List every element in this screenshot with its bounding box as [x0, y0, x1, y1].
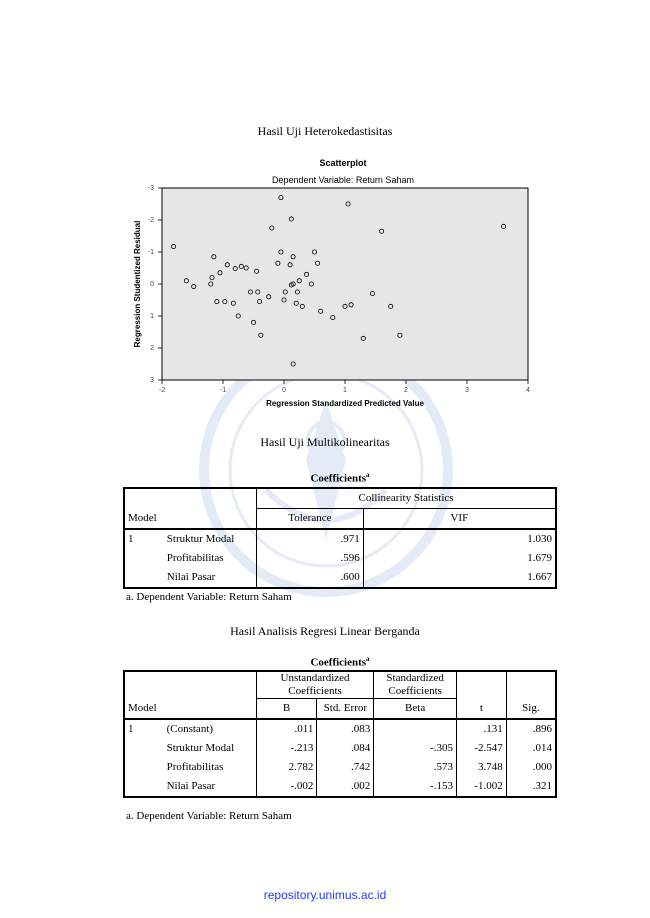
y-tick-label: 0 [150, 281, 154, 288]
table2-sig: .000 [506, 758, 556, 777]
table2-caption-text: Coefficients [310, 656, 367, 669]
table2-model-number: 1 [124, 719, 164, 739]
table2-std-header-line2: Coefficients [388, 685, 442, 697]
table2-model-header: Model [124, 699, 256, 720]
table1-col-tolerance: Tolerance [257, 509, 364, 530]
table1-col-vif: VIF [363, 509, 556, 530]
table1-vif: 1.030 [363, 529, 556, 549]
x-tick-label: 4 [526, 387, 530, 394]
y-tick-label: -2 [147, 217, 154, 224]
scatterplot-subtitle: Dependent Variable: Return Saham [272, 175, 414, 185]
table1-tolerance: .600 [257, 568, 364, 588]
table1-group-header: Collinearity Statistics [257, 488, 556, 509]
table2-t: 3.748 [457, 758, 507, 777]
y-tick-label: 1 [150, 313, 154, 320]
x-axis-label: Regression Standardized Predicted Value [266, 399, 424, 408]
table2-caption-mark: a [366, 655, 370, 663]
table2-b: .011 [256, 719, 317, 739]
table2-col-b: B [256, 699, 317, 720]
table1-caption-mark: a [366, 471, 370, 479]
table2-col-se: Std. Error [317, 699, 374, 720]
regression-coefficients-table [123, 670, 557, 798]
table2-sig: .896 [506, 719, 556, 739]
table1-model-header: Model [124, 509, 257, 530]
table1-tolerance: .971 [257, 529, 364, 549]
table2-beta: -.153 [374, 777, 457, 797]
table2-t: -2.547 [457, 739, 507, 758]
x-tick-label: 0 [282, 387, 286, 394]
table-row [124, 758, 556, 777]
table2-b: -.213 [256, 739, 317, 758]
table2-row-name: Struktur Modal [166, 742, 235, 754]
table2-col-t: t [457, 699, 507, 720]
table-row [124, 719, 556, 739]
table-row [124, 777, 556, 797]
table1-model-number: 1 [124, 529, 164, 549]
table1-row-name: Profitabilitas [166, 552, 224, 564]
table1-caption [124, 471, 556, 485]
scatterplot-title: Scatterplot [319, 158, 367, 168]
table2-caption [124, 655, 556, 669]
table1-blank-header [124, 488, 257, 509]
table2-row-name: Nilai Pasar [164, 777, 257, 797]
x-tick-label: 3 [465, 387, 469, 394]
table-row [124, 529, 556, 549]
section-title-multicollinearity: Hasil Uji Multikolinearitas [260, 435, 390, 449]
table2-beta [374, 719, 457, 739]
table1-row-name: Nilai Pasar [164, 568, 257, 588]
table2-se: .083 [317, 719, 374, 739]
table2-row-name: Profitabilitas [166, 761, 224, 773]
table2-col-sig: Sig. [506, 699, 556, 720]
table2-unstd-header [256, 671, 373, 699]
y-tick-label: -1 [147, 249, 154, 256]
table-row [124, 739, 556, 758]
table1-footnote: a. Dependent Variable: Return Saham [126, 591, 292, 603]
table2-std-header [374, 671, 457, 699]
x-tick-label: 2 [404, 387, 408, 394]
table-row [124, 568, 556, 588]
table1-vif: 1.667 [363, 568, 556, 588]
scatterplot-chart [120, 184, 540, 410]
table2-sig: .014 [506, 739, 556, 758]
table2-unstd-header-line2: Coefficients [288, 685, 342, 697]
table2-b: -.002 [256, 777, 317, 797]
x-tick-label: 1 [343, 387, 347, 394]
table2-unstd-header-line1: Unstandardized [280, 672, 350, 684]
section-title-regression: Hasil Analisis Regresi Linear Berganda [230, 624, 420, 638]
table1-tolerance: .596 [257, 549, 364, 568]
table2-se: .002 [317, 777, 374, 797]
table2-footnote: a. Dependent Variable: Return Saham [126, 810, 292, 822]
table2-se: .742 [317, 758, 374, 777]
section-title-heteroskedasticity: Hasil Uji Heterokedastisitas [257, 124, 393, 138]
table2-beta: -.305 [374, 739, 457, 758]
collinearity-table [123, 487, 557, 589]
table2-t: .131 [457, 719, 507, 739]
table2-se: .084 [317, 739, 374, 758]
table2-beta: .573 [374, 758, 457, 777]
table1-row-name: Struktur Modal [166, 533, 235, 545]
table1-vif: 1.679 [363, 549, 556, 568]
y-tick-label: 3 [150, 377, 154, 384]
y-tick-label: -3 [147, 185, 154, 192]
table2-col-beta: Beta [374, 699, 457, 720]
y-axis-label: Regression Studentized Residual [133, 220, 142, 348]
repository-footer-link[interactable]: repository.unimus.ac.id [263, 888, 387, 902]
table2-sig: .321 [506, 777, 556, 797]
x-tick-label: -1 [219, 387, 227, 394]
table1-caption-text: Coefficients [310, 472, 367, 485]
table2-row-name: (Constant) [166, 723, 214, 735]
y-tick-label: 2 [150, 345, 154, 352]
x-tick-label: -2 [158, 387, 166, 394]
table2-std-header-line1: Standardized [386, 672, 444, 684]
table2-b: 2.782 [256, 758, 317, 777]
table2-t: -1.002 [457, 777, 507, 797]
plot-area [162, 188, 528, 380]
table-row [124, 549, 556, 568]
